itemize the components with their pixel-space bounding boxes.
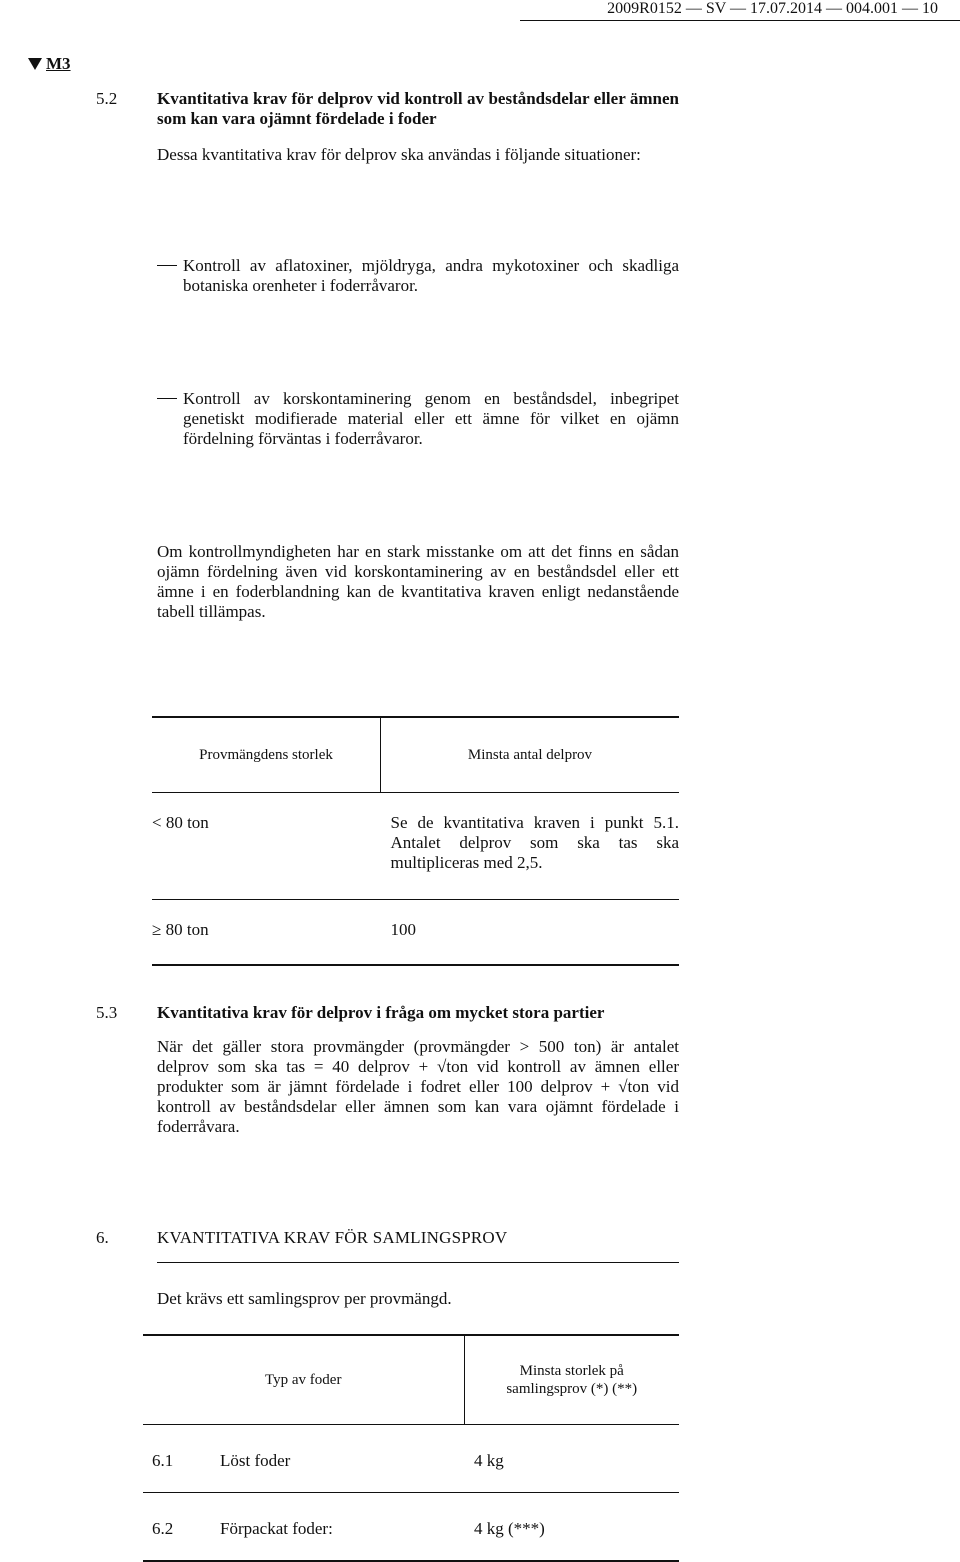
bullet-item-2: Kontroll av korskontaminering genom en beståndsdel, inbegripet genetiskt modifierade material eller ett ämne för vilket en ojämn fördelning förväntas i foderråvaror. xyxy=(183,389,679,448)
section-title-5-3: Kvantitativa krav för delprov i fråga om mycket stora partier xyxy=(157,1003,605,1022)
table-row xyxy=(143,1425,679,1493)
table-cell-size: < 80 ton xyxy=(152,793,381,900)
bullet-dash xyxy=(157,265,177,266)
table-cell-type: Förpackat foder: xyxy=(219,1493,464,1562)
section-intro-5-2: Dessa kvantitativa krav för delprov ska användas i följande situationer: xyxy=(157,145,641,164)
table-header-feed-type: Typ av foder xyxy=(143,1335,464,1425)
amendment-marker[interactable] xyxy=(28,54,71,74)
table-cell-min-size: 4 kg (***) xyxy=(464,1493,679,1562)
section-number-5-3: 5.3 xyxy=(96,1003,118,1022)
bullet-item-1: Kontroll av aflatoxiner, mjöldryga, andra mykotoxiner och skadliga botaniska orenheter i foderråvaror. xyxy=(183,256,679,295)
section-text-6: Det krävs ett samlingsprov per provmängd. xyxy=(157,1289,452,1308)
table-header-size: Provmängdens storlek xyxy=(152,717,381,793)
section-title-6: KVANTITATIVA KRAV FÖR SAMLINGSPROV xyxy=(157,1228,508,1247)
section-text-5-3: När det gäller stora provmängder (provmängder > 500 ton) är antalet delprov som ska tas = 40 delprov + √ton vid kontroll av ämnen eller produkter som är jämnt fördelade i fodret eller 100 delprov + √ton vid kontroll av beståndsdelar eller ämnen som kan vara ojämnt fördelade i foderråvara. xyxy=(157,1037,679,1136)
table-cell-number: 6.1 xyxy=(143,1425,219,1493)
table-header-min-size: Minsta storlek på samlingsprov (*) (**) xyxy=(464,1335,679,1425)
table-row xyxy=(152,900,679,966)
bullet-dash xyxy=(157,398,177,399)
table-cell-min-size: 4 kg xyxy=(464,1425,679,1493)
section-paragraph-5-2: Om kontrollmyndigheten har en stark misstanke om att det finns en sådan ojämn fördelning även vid korskontaminering av en beståndsdel eller ett ämne i en foderblandning kan de kvantitativa kraven enligt nedanstående tabell tillämpas. xyxy=(157,542,679,621)
table-cell-type: Löst foder xyxy=(219,1425,464,1493)
section-number-6: 6. xyxy=(96,1228,109,1247)
section-number-5-2: 5.2 xyxy=(96,89,118,108)
table-cell-min: 100 xyxy=(381,900,680,966)
section-title-5-2: Kvantitativa krav för delprov vid kontroll av beståndsdelar eller ämnen som kan vara ojämnt fördelade i foder xyxy=(157,89,679,128)
greater-equal-symbol: ≥ xyxy=(152,920,162,939)
header-rule xyxy=(520,20,960,21)
amendment-marker-label: M3 xyxy=(46,54,71,73)
table-header-min: Minsta antal delprov xyxy=(381,717,680,793)
sample-size-table xyxy=(152,716,679,966)
table-cell-min: Se de kvantitativa kraven i punkt 5.1. Antalet delprov som ska tas ska multipliceras med 2,5. xyxy=(381,793,680,900)
table-row xyxy=(152,793,679,900)
table-cell-size-value: 80 ton xyxy=(165,920,209,939)
table-cell-number: 6.2 xyxy=(143,1493,219,1562)
section-rule xyxy=(157,1262,679,1263)
document-reference: 2009R0152 — SV — 17.07.2014 — 004.001 — 10 xyxy=(607,0,938,17)
table-cell-size xyxy=(152,900,381,966)
composite-sample-table xyxy=(143,1334,679,1562)
table-row xyxy=(143,1493,679,1562)
triangle-down-icon xyxy=(28,58,42,70)
